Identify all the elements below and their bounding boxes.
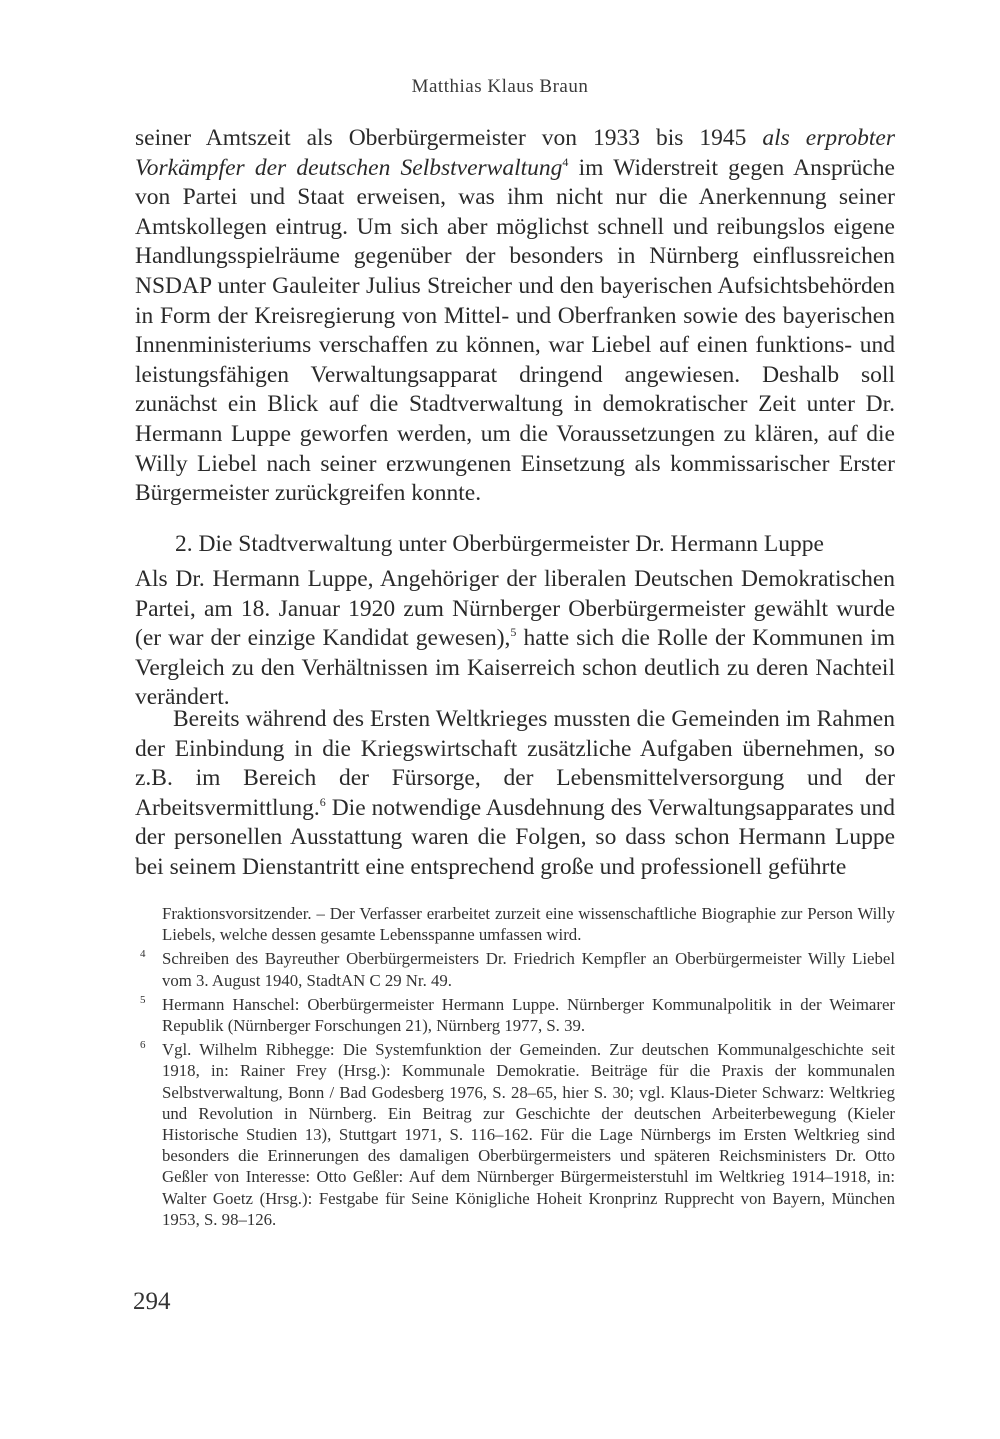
p2-text-a: Als Dr. Hermann Luppe, Angehöriger der liberalen Deutschen Demokratischen Partei, am 18. Januar 1920 zum Nürnberger Oberbürgermeister gewählt wurde (er war der einzige Kandidat gewesen), bbox=[135, 566, 895, 652]
paragraph-3 bbox=[135, 705, 895, 883]
p3-text-b: Die notwendige Ausdehnung des Verwaltungsapparates und der personellen Ausstattung waren die Folgen, so dass schon Hermann Luppe bei seinem Dienstantritt eine entsprechend große und professionell geführte bbox=[135, 794, 895, 880]
footnote-ref-6[interactable]: 6 bbox=[319, 794, 326, 809]
page-number: 294 bbox=[133, 1288, 171, 1315]
p1-quote: als erprobter Vorkämpfer der deutschen Selbstverwaltung bbox=[135, 125, 895, 181]
footnote-text: Hermann Hanschel: Oberbürgermeister Hermann Luppe. Nürnberger Kommunalpolitik in der Weimarer Republik (Nürnberger Forschungen 21), Nürnberg 1977, S. 39. bbox=[162, 994, 895, 1036]
footnote-text: Schreiben des Bayreuther Oberbürgermeisters Dr. Friedrich Kempfler an Oberbürgermeister Willy Liebel vom 3. August 1940, StadtAN C 29 Nr. 49. bbox=[162, 949, 895, 990]
footnote-ref-4[interactable]: 4 bbox=[562, 154, 569, 169]
footnote-ref-5[interactable]: 5 bbox=[510, 625, 517, 640]
footnote-text: Vgl. Wilhelm Ribhegge: Die Systemfunktion der Gemeinden. Zur deutschen Kommunalgeschichte seit 1918, in: Rainer Frey (Hrsg.): Kommunale Demokratie. Beiträge für die Praxis der kommunalen Selbstverwaltung, Bonn / Bad Godesberg 1976, S. 28–65, hier S. 30; vgl. Klaus-Dieter Schwarz: Weltkrieg und Revolution in Nürnberg. Ein Beitrag zur Geschichte der deutschen Arbeiterbewegung (Kieler Historische Studien 13), Stuttgart 1971, S. 116–162. Für die Lage Nürnbergs im Ersten Weltkrieg sind besonders die Erinnerungen des damaligen Oberbürgermeisters und späteren Reichsministers Dr. Otto Geßler von Interesse: Otto Geßler: Auf dem Nürnberger Bürgermeisterstuhl im Weltkrieg 1914–1918, in: Walter Goetz (Hrsg.): Festgabe für Seine Königliche Hoheit Kronprinz Rupprecht von Bayern, München 1953, S. 98–126. bbox=[162, 1040, 895, 1229]
p1-text-a: seiner Amtszeit als Oberbürgermeister von 1933 bis 1945 bbox=[135, 125, 763, 151]
footnotes bbox=[140, 903, 895, 1233]
footnote-6 bbox=[140, 1039, 895, 1230]
paragraph-1 bbox=[135, 124, 895, 509]
footnote-number: 5 bbox=[140, 993, 146, 1006]
footnote-number: 4 bbox=[140, 948, 146, 961]
paragraph-2 bbox=[135, 565, 895, 713]
section-heading: 2. Die Stadtverwaltung unter Oberbürgermeister Dr. Hermann Luppe bbox=[175, 531, 824, 557]
running-head: Matthias Klaus Braun bbox=[411, 76, 589, 97]
footnote-5 bbox=[140, 993, 895, 1036]
footnote-number: 6 bbox=[140, 1039, 146, 1052]
p1-text-b: im Widerstreit gegen Ansprüche von Partei und Staat erweisen, was ihm nicht nur die Anerkennung seiner Amtskollegen eintrug. Um sich aber möglichst schnell und reibungslos eigene Handlungsspielräume gegenüber der besonders in Nürnberg einflussreichen NSDAP unter Gauleiter Julius Streicher und den bayerischen Aufsichtsbehörden in Form der Kreisregierung von Mittel- und Oberfranken sowie des bayerischen Innenministeriums verschaffen zu können, war Liebel auf einen funktions- und leistungsfähigen Verwaltungsapparat dringend angewiesen. Deshalb soll zunächst ein Blick auf die Stadtverwaltung in demokratischer Zeit unter Dr. Hermann Luppe geworfen werden, um die Voraussetzungen zu klären, auf die Willy Liebel nach seiner erzwungenen Einsetzung als kommissarischer Erster Bürgermeister zurückgreifen konnte. bbox=[135, 154, 895, 507]
p2-text-b: hatte sich die Rolle der Kommunen im Vergleich zu den Verhältnissen im Kaiserreich schon deutlich zu deren Nachteil verändert. bbox=[135, 625, 896, 711]
footnote-4 bbox=[140, 948, 895, 990]
footnote-continuation: Fraktionsvorsitzender. – Der Verfasser erarbeitet zurzeit eine wissenschaftliche Biographie zur Person Willy Liebels, welche dessen gesamte Lebensspanne umfassen wird. bbox=[162, 904, 895, 945]
p3-text-a: Bereits während des Ersten Weltkrieges mussten die Gemeinden im Rahmen der Einbindung in die Kriegswirtschaft zusätzliche Aufgaben übernehmen, so z.B. im Bereich der Fürsorge, der Lebensmittelversorgung und der Arbeitsvermittlung. bbox=[135, 706, 895, 821]
